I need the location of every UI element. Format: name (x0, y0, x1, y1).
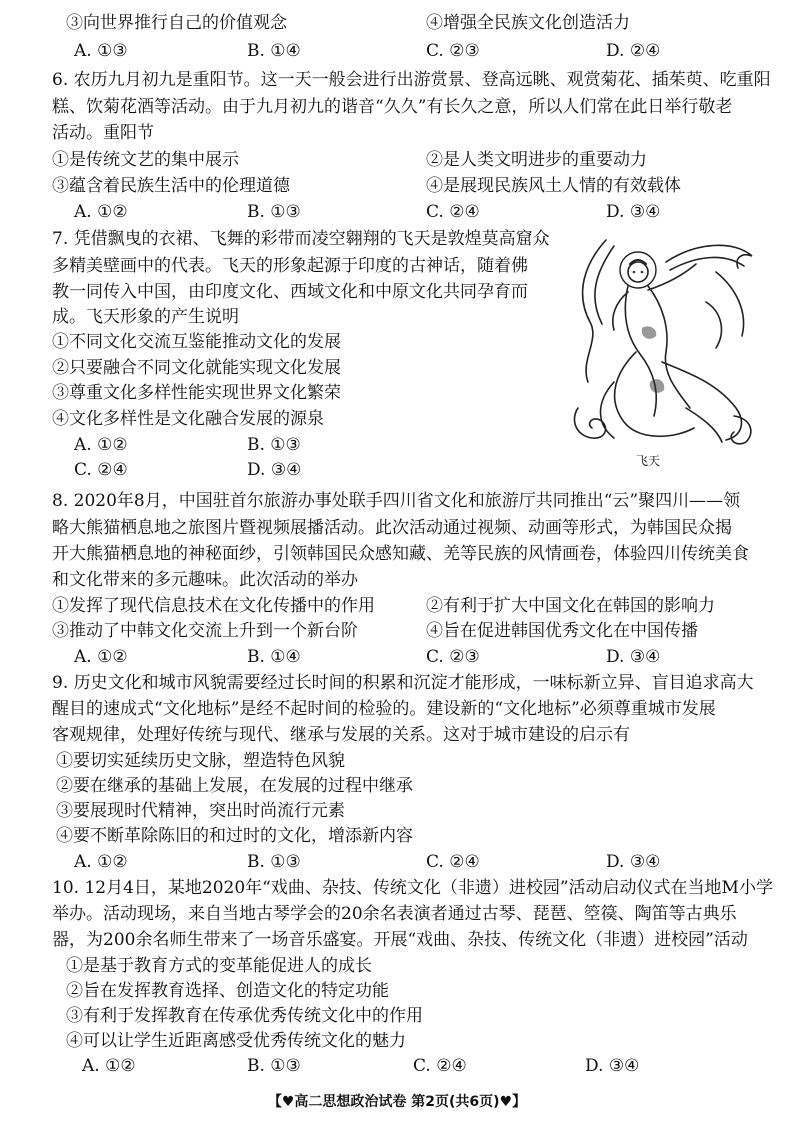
ribbon-right (666, 245, 752, 268)
q8-stem-line-2: 略大熊猫栖息地之旅图片暨视频展播活动。此次活动通过视频、动画等形式，为韩国民众揭 (52, 518, 732, 538)
q6-stem-line-3: 活动。重阳节 (52, 123, 154, 143)
q8-options (0, 646, 794, 668)
q10-option-c: C. ②④ (413, 1056, 467, 1076)
footer-left-bracket: 【 (267, 1094, 282, 1110)
q8-item-3: ③推动了中韩文化交流上升到一个新台阶 (52, 621, 358, 641)
q8-stem-line-4: 和文化带来的多元趣味。此次活动的举办 (52, 570, 358, 590)
q10-item-3: ③有利于发挥教育在传承优秀传统文化中的作用 (66, 1006, 423, 1026)
footer-right-bracket: 】 (512, 1094, 527, 1110)
footer-text: 高二思想政治试卷 第2页(共6页) (294, 1094, 500, 1110)
q6-item-2: ②是人类文明进步的重要动力 (426, 150, 647, 170)
feitian-illustration (566, 232, 758, 448)
q7-option-d: D. ③④ (247, 460, 302, 480)
q7-stem-line-3: 教一同传入中国，由印度文化、西域文化和中原文化共同孕育而 (52, 282, 528, 302)
q7-stem-line-2: 多精美壁画中的代表。飞天的形象起源于印度的古神话，随着佛 (52, 256, 528, 276)
q10-option-b: B. ①③ (247, 1056, 301, 1076)
q7-item-1: ①不同文化交流互鉴能推动文化的发展 (52, 332, 341, 352)
q7-option-c: C. ②④ (74, 460, 128, 480)
q8-option-c: C. ②③ (426, 647, 480, 667)
q8-item-4: ④旨在促进韩国优秀文化在中国传播 (426, 621, 698, 641)
q9-option-d: D. ③④ (606, 852, 661, 872)
q9-stem-line-1: 9. 历史文化和城市风貌需要经过长时间的积累和沉淀才能形成，一味标新立异、盲目追求高大 (52, 673, 754, 693)
q5-option-c: C. ②③ (426, 41, 480, 61)
q6-item-3: ③蕴含着民族生活中的伦理道德 (52, 176, 290, 196)
q6-item-4: ④是展现民族风土人情的有效载体 (426, 176, 681, 196)
q8-item-2: ②有利于扩大中国文化在韩国的影响力 (426, 596, 715, 616)
q9-stem-line-2: 醒目的速成式“文化地标”是经不起时间的检验的。建设新的“文化地标”必须尊重城市发展 (52, 699, 716, 719)
q10-stem-line-1: 10. 12月4日，某地2020年“戏曲、杂技、传统文化（非遗）进校园”活动启动仪式在当地M小学 (52, 878, 773, 898)
q5-option-b: B. ①④ (247, 41, 301, 61)
q7-item-3: ③尊重文化多样性能实现世界文化繁荣 (52, 383, 341, 403)
heart-icon-right: ♥ (499, 1094, 513, 1110)
q6-option-d: D. ③④ (606, 202, 661, 222)
q8-option-d: D. ③④ (606, 647, 661, 667)
q9-options (0, 851, 794, 873)
q7-option-b: B. ①③ (247, 435, 301, 455)
q7-stem-line-1: 7. 凭借飘曳的衣裙、飞舞的彩带而凌空翱翔的飞天是敦煌莫高窟众 (52, 229, 550, 249)
q8-option-a: A. ①② (74, 647, 128, 667)
q7-options-row-1 (0, 434, 560, 456)
q10-item-4: ④可以让学生近距离感受优秀传统文化的魅力 (66, 1031, 406, 1051)
illustration-caption: 飞天 (636, 454, 661, 468)
q5-item-4: ④增强全民族文化创造活力 (426, 13, 630, 33)
q5-item-3: ③向世界推行自己的价值观念 (66, 13, 287, 33)
q9-option-c: C. ②④ (426, 852, 480, 872)
q7-options-row-2 (0, 459, 560, 481)
q10-item-1: ①是基于教育方式的变革能促进人的成长 (66, 956, 372, 976)
q9-stem-line-3: 客观规律，处理好传统与现代、继承与发展的关系。这对于城市建设的启示有 (52, 725, 630, 745)
q10-stem-line-2: 举办。活动现场，来自当地古琴学会的20余名表演者通过古琴、琵琶、箜篌、陶笛等古典乐 (52, 904, 737, 924)
q7-item-4: ④文化多样性是文化融合发展的源泉 (52, 409, 324, 429)
q10-options (0, 1055, 794, 1077)
q10-item-2: ②旨在发挥教育选择、创造文化的特定功能 (66, 981, 389, 1001)
q7-option-a: A. ①② (74, 435, 128, 455)
ribbon-left (583, 240, 606, 382)
q8-stem-line-3: 开大熊猫栖息地的神秘面纱，引领韩国民众感知藏、羌等民族的风情画卷，体验四川传统美食 (52, 544, 749, 564)
q5-option-d: D. ②④ (606, 41, 661, 61)
q5-option-a: A. ①③ (74, 41, 128, 61)
q9-item-1: ①要切实延续历史文脉，塑造特色风貌 (56, 751, 345, 771)
q6-options (0, 201, 794, 223)
q8-option-b: B. ①④ (247, 647, 301, 667)
q10-option-a: A. ①② (82, 1056, 136, 1076)
page-footer (0, 1091, 794, 1111)
q6-stem-line-1: 6. 农历九月初九是重阳节。这一天一般会进行出游赏景、登高远眺、观赏菊花、插茱萸、吃重阳 (52, 70, 771, 90)
q9-item-4: ④要不断革除陈旧的和过时的文化，增添新内容 (56, 826, 413, 846)
q6-option-a: A. ①② (74, 202, 128, 222)
q9-option-a: A. ①② (74, 852, 128, 872)
q6-option-b: B. ①③ (247, 202, 301, 222)
heart-icon: ♥ (281, 1094, 295, 1110)
q6-option-c: C. ②④ (426, 202, 480, 222)
q9-item-2: ②要在继承的基础上发展，在发展的过程中继承 (56, 776, 413, 796)
q7-stem-line-4: 成。飞天形象的产生说明 (52, 307, 239, 327)
q9-option-b: B. ①③ (247, 852, 301, 872)
q8-stem-line-1: 8. 2020年8月，中国驻首尔旅游办事处联手四川省文化和旅游厅共同推出“云”聚四川——领 (52, 491, 741, 511)
q9-item-3: ③要展现时代精神，突出时尚流行元素 (56, 801, 345, 821)
q10-option-d: D. ③④ (585, 1056, 640, 1076)
q5-options (0, 40, 794, 62)
q6-stem-line-2: 糕、饮菊花酒等活动。由于九月初九的谐音“久久”有长久之意，所以人们常在此日举行敬老 (52, 97, 733, 117)
q7-item-2: ②只要融合不同文化就能实现文化发展 (52, 358, 341, 378)
q10-stem-line-3: 器，为200余名师生带来了一场音乐盛宴。开展“戏曲、杂技、传统文化（非遗）进校园”活动 (52, 930, 748, 950)
q6-item-1: ①是传统文艺的集中展示 (52, 150, 239, 170)
q8-item-1: ①发挥了现代信息技术在文化传播中的作用 (52, 596, 375, 616)
